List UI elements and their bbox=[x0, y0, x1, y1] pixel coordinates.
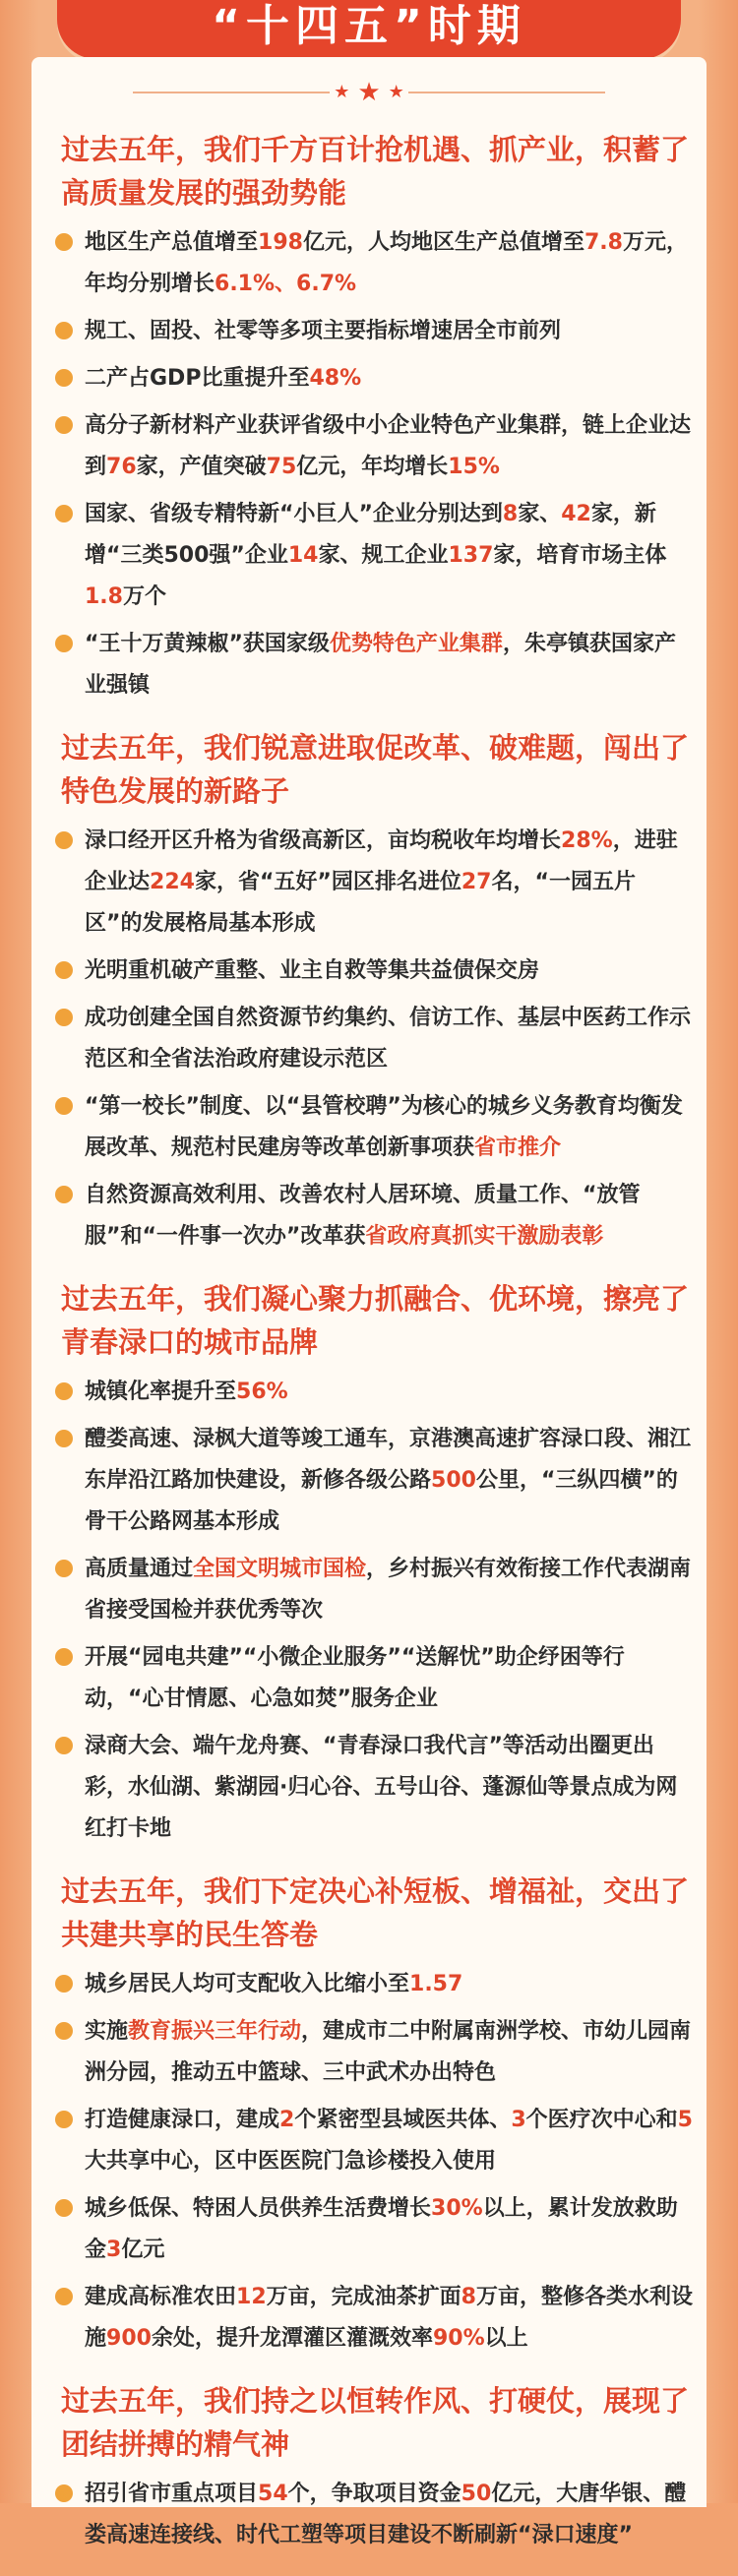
list-item bbox=[51, 222, 693, 305]
bullet-dot-icon bbox=[55, 2199, 73, 2217]
highlight-text: 56% bbox=[236, 1380, 288, 1404]
bullet-dot-icon bbox=[55, 1186, 73, 1203]
highlight-text: 500 bbox=[431, 1468, 476, 1493]
divider-line bbox=[408, 92, 605, 93]
item-text: “第一校长”制度、以“县管校聘”为核心的城乡义务教育均衡发展改革、规范村民建房等改革创新事项获 bbox=[85, 1094, 683, 1160]
highlight-text: 198 bbox=[258, 230, 303, 255]
item-text: 光明重机破产重整、业主自救等集共益债保交房 bbox=[85, 958, 540, 983]
list-item bbox=[51, 624, 693, 706]
item-text: 成功创建全国自然资源节约集约、信访工作、基层中医药工作示范区和全省法治政府建设示范区 bbox=[85, 1006, 692, 1072]
item-text: 实施 bbox=[85, 2019, 129, 2044]
item-text: 个，争取项目资金 bbox=[287, 2482, 461, 2506]
item-text: 渌商大会、端午龙舟赛、“青春渌口我代言”等活动出圈更出彩，水仙湖、紫湖园·归心谷、五号山谷、蓬源仙等景点成为网红打卡地 bbox=[85, 1734, 678, 1841]
bullet-dot-icon bbox=[55, 1975, 73, 1993]
list-item bbox=[51, 311, 693, 352]
item-text: 个医疗次中心和 bbox=[525, 2108, 678, 2132]
item-text: 家，新增“三类500强”企业 bbox=[85, 502, 656, 568]
bullet-dot-icon bbox=[55, 831, 73, 849]
highlight-text: 27 bbox=[461, 870, 492, 894]
item-text: 家、规工企业 bbox=[318, 543, 449, 568]
bullet-dot-icon bbox=[55, 233, 73, 251]
item-text: 公里，“三纵四横”的骨干公路网基本形成 bbox=[85, 1468, 678, 1534]
banner-title: “十四五”时期 bbox=[212, 1, 526, 51]
star-icon: ★ bbox=[388, 82, 404, 102]
highlight-text: 54 bbox=[258, 2482, 288, 2506]
item-text: 亿元，年均增长 bbox=[296, 455, 449, 479]
item-text: 以上，累计发放救助金 bbox=[85, 2196, 678, 2262]
highlight-text: 7.8 bbox=[584, 230, 623, 255]
item-text: 城镇化率提升至 bbox=[85, 1380, 237, 1404]
item-text: 开展“园电共建”“小微企业服务”“送解忧”助企纾困等行动，“心甘情愿、心急如焚”服务企业 bbox=[85, 1645, 625, 1711]
item-text: 亿元 bbox=[121, 2238, 165, 2262]
item-text: 地区生产总值增至 bbox=[85, 230, 259, 255]
highlight-text: 2 bbox=[279, 2108, 295, 2132]
item-text: 二产占GDP比重提升至 bbox=[85, 366, 310, 391]
item-text: 规工、固投、社零等多项主要指标增速居全市前列 bbox=[85, 319, 562, 343]
section-heading: 过去五年，我们锐意进取促改革、破难题，闯出了特色发展的新路子 bbox=[61, 731, 690, 808]
list-item bbox=[51, 1637, 693, 1720]
item-text: 个紧密型县域医共体、 bbox=[294, 2108, 512, 2132]
highlight-text: 5 bbox=[677, 2108, 693, 2132]
highlight-text: 900 bbox=[106, 2326, 152, 2351]
item-text: 万亩，整修各类水利设施 bbox=[85, 2285, 693, 2351]
list-item bbox=[51, 2100, 693, 2182]
list-item bbox=[51, 1372, 693, 1413]
highlight-text: 省市推介 bbox=[474, 1135, 562, 1160]
item-text: 家，培育市场主体 bbox=[493, 543, 667, 568]
item-text: 家、 bbox=[518, 502, 562, 526]
item-text: 招引省市重点项目 bbox=[85, 2482, 259, 2506]
list-item bbox=[51, 1726, 693, 1850]
section bbox=[51, 2379, 693, 2556]
list-item bbox=[51, 821, 693, 945]
highlight-text: 224 bbox=[150, 870, 195, 894]
item-text: 城乡低保、特困人员供养生活费增长 bbox=[85, 2196, 432, 2221]
item-text: ，建成市二中附属南洲学校、市幼儿园南洲分园，推动五中篮球、三中武术办出特色 bbox=[85, 2019, 692, 2085]
list-item bbox=[51, 2011, 693, 2094]
item-text: “王十万黄辣椒”获国家级 bbox=[85, 632, 330, 656]
highlight-text: 8 bbox=[461, 2285, 476, 2309]
section-heading: 过去五年，我们下定决心补短板、增福祉，交出了共建共享的民生答卷 bbox=[61, 1874, 690, 1951]
bullet-dot-icon bbox=[55, 322, 73, 339]
content-card bbox=[31, 57, 707, 2547]
highlight-text: 1.8 bbox=[85, 584, 123, 609]
item-text: ，进驻企业达 bbox=[85, 828, 678, 894]
bullet-dot-icon bbox=[55, 2288, 73, 2305]
list-item bbox=[51, 1549, 693, 1631]
list-item bbox=[51, 2277, 693, 2360]
highlight-text: 30% bbox=[431, 2196, 483, 2221]
sections-container bbox=[51, 128, 693, 2576]
bullet-dot-icon bbox=[55, 1560, 73, 1577]
highlight-text: 优势特色产业集群 bbox=[329, 632, 503, 656]
highlight-text: 12 bbox=[236, 2285, 267, 2309]
item-text: 名，“一园五片区”的发展格局基本形成 bbox=[85, 870, 636, 936]
item-text: 打造健康渌口，建成 bbox=[85, 2108, 280, 2132]
bullet-dot-icon bbox=[55, 1097, 73, 1115]
item-text: ，朱亭镇获国家产业强镇 bbox=[85, 632, 676, 698]
star-divider bbox=[31, 78, 707, 107]
highlight-text: 90% bbox=[432, 2326, 485, 2351]
item-text: 家，省“五好”园区排名进位 bbox=[194, 870, 461, 894]
list-item bbox=[51, 405, 693, 488]
item-text: 万亩，完成油茶扩面 bbox=[266, 2285, 461, 2309]
highlight-text: 14 bbox=[287, 543, 319, 568]
bullet-dot-icon bbox=[55, 416, 73, 434]
item-text: 自然资源高效利用、改善农村人居环境、质量工作、“放管服”和“一件事一次办”改革获 bbox=[85, 1183, 641, 1249]
bullet-dot-icon bbox=[55, 505, 73, 522]
list-item bbox=[51, 2188, 693, 2271]
highlight-text: 15% bbox=[448, 455, 500, 479]
section-heading: 过去五年，我们凝心聚力抓融合、优环境，擦亮了青春渌口的城市品牌 bbox=[61, 1282, 690, 1359]
star-icon: ★ bbox=[357, 78, 381, 107]
highlight-text: 全国文明城市国检 bbox=[193, 1557, 367, 1581]
section-heading: 过去五年，我们千方百计抢机遇、抓产业，积蓄了高质量发展的强劲势能 bbox=[61, 133, 690, 210]
highlight-text: 省政府真抓实干激励表彰 bbox=[365, 1224, 604, 1249]
highlight-text: 教育振兴三年行动 bbox=[128, 2019, 302, 2044]
item-text: 建成高标准农田 bbox=[85, 2285, 237, 2309]
list-item bbox=[51, 1175, 693, 1257]
bullet-dot-icon bbox=[55, 369, 73, 387]
highlight-text: 28% bbox=[561, 828, 613, 853]
list-item bbox=[51, 1964, 693, 2005]
highlight-text: 75 bbox=[266, 455, 297, 479]
list-item bbox=[51, 358, 693, 399]
bullet-dot-icon bbox=[55, 2111, 73, 2128]
highlight-text: 8 bbox=[502, 502, 519, 526]
bullet-dot-icon bbox=[55, 1737, 73, 1754]
bullet-dot-icon bbox=[55, 1382, 73, 1400]
item-text: 高质量通过 bbox=[85, 1557, 194, 1581]
item-text: ，乡村振兴有效衔接工作代表湖南省接受国检并获优秀等次 bbox=[85, 1557, 692, 1623]
title-banner bbox=[57, 0, 681, 59]
item-text: 国家、省级专精特新“小巨人”企业分别达到 bbox=[85, 502, 503, 526]
list-item bbox=[51, 2474, 693, 2556]
section bbox=[51, 128, 693, 706]
bullet-dot-icon bbox=[55, 2484, 73, 2502]
bullet-dot-icon bbox=[55, 1648, 73, 1666]
bullet-dot-icon bbox=[55, 635, 73, 652]
item-text: 以上 bbox=[484, 2326, 528, 2351]
section bbox=[51, 1870, 693, 2360]
highlight-text: 48% bbox=[309, 366, 362, 391]
item-text: 余处，提升龙潭灌区灌溉效率 bbox=[151, 2326, 433, 2351]
section bbox=[51, 726, 693, 1257]
bullet-dot-icon bbox=[55, 961, 73, 979]
star-icon: ★ bbox=[334, 82, 350, 102]
item-text: 高分子新材料产业获评省级中小企业特色产业集群，链上企业达到 bbox=[85, 413, 692, 479]
list-item bbox=[51, 1419, 693, 1543]
item-text: 亿元，人均地区生产总值增至 bbox=[302, 230, 584, 255]
highlight-text: 137 bbox=[448, 543, 494, 568]
item-text: 渌口经开区升格为省级高新区，亩均税收年均增长 bbox=[85, 828, 562, 853]
list-item bbox=[51, 494, 693, 618]
list-item bbox=[51, 1086, 693, 1169]
item-text: 家，产值突破 bbox=[136, 455, 267, 479]
item-text: 万元，年均分别增长 bbox=[85, 230, 688, 296]
highlight-text: 3 bbox=[511, 2108, 526, 2132]
item-text: 大共享中心，区中医医院门急诊楼投入使用 bbox=[85, 2149, 497, 2174]
item-text: 亿元，大唐华银、醴娄高速连接线、时代工塑等项目建设不断刷新“渌口速度” bbox=[85, 2482, 687, 2547]
bullet-dot-icon bbox=[55, 1430, 73, 1447]
list-item bbox=[51, 951, 693, 992]
highlight-text: 1.57 bbox=[409, 1972, 463, 1996]
section bbox=[51, 1277, 693, 1850]
item-text: 城乡居民人均可支配收入比缩小至 bbox=[85, 1972, 410, 1996]
divider-line bbox=[133, 92, 330, 93]
bullet-dot-icon bbox=[55, 1009, 73, 1026]
highlight-text: 3 bbox=[106, 2238, 122, 2262]
item-text: 醴娄高速、渌枫大道等竣工通车，京港澳高速扩容渌口段、湘江东岸沿江路加快建设，新修各级公路 bbox=[85, 1427, 692, 1493]
highlight-text: 42 bbox=[561, 502, 591, 526]
highlight-text: 50 bbox=[461, 2482, 492, 2506]
bullet-dot-icon bbox=[55, 2022, 73, 2040]
list-item bbox=[51, 998, 693, 1080]
item-text: 万个 bbox=[122, 584, 166, 609]
highlight-text: 6.1%、6.7% bbox=[215, 272, 357, 296]
highlight-text: 76 bbox=[106, 455, 137, 479]
section-heading: 过去五年，我们持之以恒转作风、打硬仗，展现了团结拼搏的精气神 bbox=[61, 2384, 690, 2461]
